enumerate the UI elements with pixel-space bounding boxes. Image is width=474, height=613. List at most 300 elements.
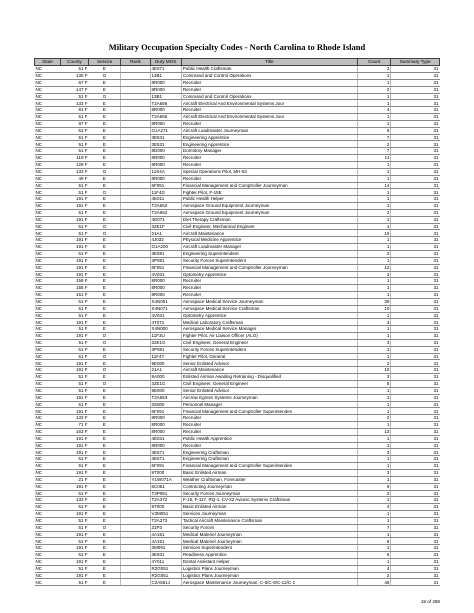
cell-service: E xyxy=(88,483,120,490)
cell-service: O xyxy=(88,367,120,374)
cell-state: NC xyxy=(35,333,61,340)
cell-duty-mos: 21A1 xyxy=(150,367,181,374)
cell-duty-mos: 8R000 xyxy=(150,107,181,114)
cell-duty-mos: 9E000 xyxy=(150,360,181,367)
cell-rank xyxy=(121,476,150,483)
cell-county: 51 F xyxy=(60,565,88,572)
cell-county: 191 F xyxy=(60,237,88,244)
cell-title: Dental Assistant Helper xyxy=(181,558,357,565)
cell-service: E xyxy=(88,114,120,121)
table-row xyxy=(35,66,440,73)
cell-count: 1 xyxy=(357,558,390,565)
cell-county: 51 F xyxy=(60,148,88,155)
cell-duty-mos: 6C051 xyxy=(150,483,181,490)
cell-service: E xyxy=(88,237,120,244)
cell-county: 51 F xyxy=(60,312,88,319)
cell-summary-type: 31 xyxy=(391,579,440,586)
table-row xyxy=(35,565,440,572)
cell-county: 51 F xyxy=(60,538,88,545)
cell-service: E xyxy=(88,387,120,394)
cell-rank xyxy=(121,292,150,299)
cell-service: E xyxy=(88,579,120,586)
cell-state: NC xyxy=(35,271,61,278)
cell-count: 1 xyxy=(357,312,390,319)
table-row xyxy=(35,155,440,162)
cell-title: Recruiter xyxy=(181,428,357,435)
table-row xyxy=(35,449,440,456)
cell-summary-type: 31 xyxy=(391,189,440,196)
cell-summary-type: 31 xyxy=(391,175,440,182)
cell-service: O xyxy=(88,223,120,230)
cell-duty-mos: T2A653 xyxy=(150,394,181,401)
cell-state: NC xyxy=(35,244,61,251)
cell-rank xyxy=(121,333,150,340)
cell-summary-type: 31 xyxy=(391,346,440,353)
cell-duty-mos: T2A656 xyxy=(150,100,181,107)
cell-state: NC xyxy=(35,182,61,189)
table-row xyxy=(35,339,440,346)
cell-duty-mos: T3P051 xyxy=(150,490,181,497)
cell-summary-type: 31 xyxy=(391,100,440,107)
cell-rank xyxy=(121,141,150,148)
cell-summary-type: 31 xyxy=(391,257,440,264)
column-header-service[interactable]: Service xyxy=(88,59,120,66)
cell-county: 191 F xyxy=(60,394,88,401)
cell-state: NC xyxy=(35,552,61,559)
cell-rank xyxy=(121,66,150,73)
table-row xyxy=(35,257,440,264)
cell-title: Engineering Craftsman xyxy=(181,449,357,456)
cell-rank xyxy=(121,278,150,285)
cell-title: Engineering Superintendent xyxy=(181,250,357,257)
cell-rank xyxy=(121,312,150,319)
cell-duty-mos: 6F051 xyxy=(150,264,181,271)
cell-summary-type: 31 xyxy=(391,422,440,429)
cell-service: E xyxy=(88,558,120,565)
cell-count: 7 xyxy=(357,524,390,531)
cell-county: 51 F xyxy=(60,401,88,408)
cell-count: 2 xyxy=(357,572,390,579)
cell-count: 1 xyxy=(357,545,390,552)
cell-state: NC xyxy=(35,209,61,216)
cell-rank xyxy=(121,394,150,401)
cell-summary-type: 31 xyxy=(391,333,440,340)
cell-state: NC xyxy=(35,415,61,422)
cell-duty-mos: 8R000 xyxy=(150,415,181,422)
cell-state: NC xyxy=(35,250,61,257)
cell-duty-mos: 8R000 xyxy=(150,120,181,127)
cell-county: 133 F xyxy=(60,415,88,422)
cell-title: Services Superintendent xyxy=(181,545,357,552)
cell-duty-mos: 4A151 xyxy=(150,531,181,538)
cell-duty-mos: 13B1 xyxy=(150,73,181,80)
cell-service: O xyxy=(88,189,120,196)
column-header-state[interactable]: State xyxy=(35,59,61,66)
cell-title: Physical Medicine Apprentice xyxy=(181,237,357,244)
cell-title: Medical Laboratory Craftsman xyxy=(181,319,357,326)
cell-county: 51 F xyxy=(60,339,88,346)
cell-count: 1 xyxy=(357,531,390,538)
cell-service: E xyxy=(88,292,120,299)
cell-state: NC xyxy=(35,155,61,162)
table-row xyxy=(35,572,440,579)
cell-county: 119 F xyxy=(60,155,88,162)
cell-rank xyxy=(121,285,150,292)
cell-summary-type: 31 xyxy=(391,374,440,381)
cell-service: E xyxy=(88,244,120,251)
cell-state: NC xyxy=(35,264,61,271)
cell-county: 51 F xyxy=(60,305,88,312)
cell-summary-type: 31 xyxy=(391,435,440,442)
cell-service: E xyxy=(88,155,120,162)
cell-title: Recruiter xyxy=(181,120,357,127)
cell-state: NC xyxy=(35,107,61,114)
table-row xyxy=(35,490,440,497)
table-row xyxy=(35,531,440,538)
cell-rank xyxy=(121,79,150,86)
cell-county: 87 F xyxy=(60,120,88,127)
cell-service: O xyxy=(88,381,120,388)
cell-rank xyxy=(121,203,150,210)
table-row xyxy=(35,100,440,107)
cell-service: E xyxy=(88,120,120,127)
cell-rank xyxy=(121,497,150,504)
cell-rank xyxy=(121,257,150,264)
cell-rank xyxy=(121,196,150,203)
cell-duty-mos: T2A373 xyxy=(150,517,181,524)
table-row xyxy=(35,463,440,470)
cell-state: NC xyxy=(35,127,61,134)
cell-summary-type: 31 xyxy=(391,86,440,93)
column-header-count[interactable]: Count xyxy=(357,59,390,66)
cell-state: NC xyxy=(35,346,61,353)
table-row xyxy=(35,278,440,285)
cell-title: Aerospace Medical Service Manager xyxy=(181,326,357,333)
cell-summary-type: 31 xyxy=(391,79,440,86)
cell-state: NC xyxy=(35,66,61,73)
cell-count: 2 xyxy=(357,490,390,497)
cell-count: 1 xyxy=(357,387,390,394)
cell-title: Recruiter xyxy=(181,79,357,86)
table-row xyxy=(35,476,440,483)
cell-county: 51 F xyxy=(60,517,88,524)
cell-state: NC xyxy=(35,100,61,107)
cell-summary-type: 31 xyxy=(391,182,440,189)
column-header-rank[interactable]: Rank xyxy=(121,59,150,66)
cell-state: NC xyxy=(35,148,61,155)
table-row xyxy=(35,196,440,203)
cell-count: 2 xyxy=(357,250,390,257)
table-row xyxy=(35,292,440,299)
cell-title: Recruiter xyxy=(181,155,357,162)
cell-summary-type: 31 xyxy=(391,339,440,346)
cell-title: Recruiter xyxy=(181,107,357,114)
cell-count: 1 xyxy=(357,120,390,127)
cell-summary-type: 31 xyxy=(391,531,440,538)
cell-summary-type: 31 xyxy=(391,141,440,148)
cell-county: 151 F xyxy=(60,292,88,299)
table-row xyxy=(35,326,440,333)
cell-rank xyxy=(121,442,150,449)
cell-count: 1 xyxy=(357,326,390,333)
cell-summary-type: 31 xyxy=(391,244,440,251)
cell-summary-type: 31 xyxy=(391,162,440,169)
cell-service: E xyxy=(88,79,120,86)
cell-state: NC xyxy=(35,319,61,326)
cell-county: 159 F xyxy=(60,278,88,285)
cell-rank xyxy=(121,182,150,189)
cell-state: NC xyxy=(35,449,61,456)
cell-rank xyxy=(121,223,150,230)
cell-county: 21 F xyxy=(60,476,88,483)
cell-count: 3 xyxy=(357,469,390,476)
cell-duty-mos: 3E931 xyxy=(150,552,181,559)
cell-service: E xyxy=(88,394,120,401)
cell-summary-type: 31 xyxy=(391,511,440,518)
table-row xyxy=(35,114,440,121)
cell-county: 51 F xyxy=(60,223,88,230)
cell-summary-type: 31 xyxy=(391,134,440,141)
cell-summary-type: 31 xyxy=(391,387,440,394)
table-row xyxy=(35,141,440,148)
cell-state: NC xyxy=(35,394,61,401)
cell-duty-mos: 8R000 xyxy=(150,285,181,292)
cell-state: NC xyxy=(35,435,61,442)
cell-title: Aerospace Ground Equipment Journeyman xyxy=(181,203,357,210)
cell-count: 2 xyxy=(357,415,390,422)
column-header-title[interactable]: Title xyxy=(181,59,357,66)
cell-county: 51 F xyxy=(60,209,88,216)
column-header-summary-type[interactable]: Summary Type xyxy=(391,59,440,66)
cell-duty-mos: 8R000 xyxy=(150,86,181,93)
cell-duty-mos: 6F091 xyxy=(150,463,181,470)
cell-title: F-15, F-117, RQ-1, CV-22 Avionic Systems Craftsman xyxy=(181,497,357,504)
cell-county: 191 F xyxy=(60,360,88,367)
cell-service: E xyxy=(88,298,120,305)
cell-count: 3 xyxy=(357,449,390,456)
cell-summary-type: 31 xyxy=(391,107,440,114)
cell-state: NC xyxy=(35,79,61,86)
cell-duty-mos: V3M051 xyxy=(150,511,181,518)
cell-state: NC xyxy=(35,305,61,312)
cell-title: Recruiter xyxy=(181,422,357,429)
cell-state: NC xyxy=(35,114,61,121)
cell-duty-mos: 8R000 xyxy=(150,155,181,162)
cell-county: 51 F xyxy=(60,114,88,121)
cell-summary-type: 31 xyxy=(391,66,440,73)
cell-rank xyxy=(121,428,150,435)
cell-state: NC xyxy=(35,353,61,360)
cell-summary-type: 31 xyxy=(391,415,440,422)
cell-state: NC xyxy=(35,456,61,463)
cell-service: E xyxy=(88,374,120,381)
cell-rank xyxy=(121,127,150,134)
cell-count: 8 xyxy=(357,538,390,545)
cell-count: 1 xyxy=(357,189,390,196)
table-row xyxy=(35,79,440,86)
cell-rank xyxy=(121,353,150,360)
cell-service: E xyxy=(88,463,120,470)
cell-service: O xyxy=(88,168,120,175)
cell-count: 1 xyxy=(357,114,390,121)
cell-state: NC xyxy=(35,517,61,524)
cell-county: 191 F xyxy=(60,319,88,326)
table-row xyxy=(35,333,440,340)
cell-county: 129 F xyxy=(60,162,88,169)
cell-service: E xyxy=(88,134,120,141)
cell-state: NC xyxy=(35,230,61,237)
table-row xyxy=(35,394,440,401)
cell-summary-type: 31 xyxy=(391,326,440,333)
cell-title: Security Forces Superintendent xyxy=(181,257,357,264)
cell-count: 1 xyxy=(357,168,390,175)
cell-count: 2 xyxy=(357,86,390,93)
page-title: Military Occupation Specialty Codes - North Carolina to Rhode Island xyxy=(108,42,366,52)
cell-service: E xyxy=(88,538,120,545)
cell-duty-mos: 4E071 xyxy=(150,66,181,73)
table-row xyxy=(35,305,440,312)
cell-county: 155 F xyxy=(60,285,88,292)
cell-count: 10 xyxy=(357,367,390,374)
cell-rank xyxy=(121,401,150,408)
cell-service: E xyxy=(88,182,120,189)
cell-county: 67 F xyxy=(60,79,88,86)
cell-county: 51 F xyxy=(60,504,88,511)
cell-summary-type: 31 xyxy=(391,312,440,319)
table-row xyxy=(35,127,440,134)
cell-service: E xyxy=(88,86,120,93)
table-row xyxy=(35,203,440,210)
cell-state: NC xyxy=(35,463,61,470)
table-row xyxy=(35,285,440,292)
cell-duty-mos: 32E1F xyxy=(150,223,181,230)
table-row xyxy=(35,497,440,504)
cell-county: 51 F xyxy=(60,127,88,134)
cell-state: NC xyxy=(35,558,61,565)
cell-state: NC xyxy=(35,374,61,381)
cell-summary-type: 31 xyxy=(391,298,440,305)
cell-rank xyxy=(121,572,150,579)
table-row xyxy=(35,223,440,230)
cell-title: Financial Management and Comptroller Superintenden xyxy=(181,463,357,470)
cell-service: E xyxy=(88,504,120,511)
column-header-county[interactable]: County xyxy=(60,59,88,66)
cell-count: 1 xyxy=(357,476,390,483)
cell-service: E xyxy=(88,552,120,559)
column-header-duty-mos[interactable]: Duty MOS xyxy=(150,59,181,66)
cell-service: E xyxy=(88,175,120,182)
cell-count: 13 xyxy=(357,428,390,435)
cell-service: E xyxy=(88,490,120,497)
cell-service: E xyxy=(88,497,120,504)
cell-rank xyxy=(121,449,150,456)
cell-title: Contracting Journeyman xyxy=(181,483,357,490)
cell-title: Recruiter xyxy=(181,278,357,285)
cell-rank xyxy=(121,435,150,442)
cell-title: Security Forces Journeyman xyxy=(181,490,357,497)
cell-duty-mos: 8R000 xyxy=(150,442,181,449)
cell-state: NC xyxy=(35,497,61,504)
cell-service: E xyxy=(88,545,120,552)
cell-count: 9 xyxy=(357,127,390,134)
table-row xyxy=(35,415,440,422)
cell-title: Medical Materiel Journeyman xyxy=(181,531,357,538)
table-row xyxy=(35,469,440,476)
cell-duty-mos: 3P091 xyxy=(150,257,181,264)
cell-summary-type: 31 xyxy=(391,394,440,401)
cell-rank xyxy=(121,422,150,429)
table-row xyxy=(35,319,440,326)
cell-duty-mos: 3P091 xyxy=(150,346,181,353)
cell-rank xyxy=(121,319,150,326)
cell-county: 51 F xyxy=(60,387,88,394)
table-row xyxy=(35,422,440,429)
cell-title: Basic Enlisted Airman xyxy=(181,504,357,511)
cell-title: Aircraft Maintenance xyxy=(181,230,357,237)
cell-service: E xyxy=(88,428,120,435)
cell-summary-type: 31 xyxy=(391,278,440,285)
cell-service: E xyxy=(88,572,120,579)
cell-rank xyxy=(121,237,150,244)
cell-rank xyxy=(121,305,150,312)
cell-county: 191 F xyxy=(60,333,88,340)
cell-county: 191 F xyxy=(60,511,88,518)
cell-rank xyxy=(121,531,150,538)
cell-rank xyxy=(121,93,150,100)
cell-count: 3 xyxy=(357,271,390,278)
cell-rank xyxy=(121,107,150,114)
cell-state: NC xyxy=(35,93,61,100)
cell-title: Personnel Manager xyxy=(181,401,357,408)
cell-service: O xyxy=(88,93,120,100)
cell-rank xyxy=(121,490,150,497)
table-row xyxy=(35,442,440,449)
cell-rank xyxy=(121,524,150,531)
cell-title: Aircraft Electrical And Environmental Systems Jour xyxy=(181,100,357,107)
cell-summary-type: 31 xyxy=(391,428,440,435)
cell-county: 191 F xyxy=(60,449,88,456)
cell-summary-type: 31 xyxy=(391,476,440,483)
table-body xyxy=(35,66,440,586)
cell-service: E xyxy=(88,285,120,292)
cell-county: 49 F xyxy=(60,175,88,182)
cell-service: E xyxy=(88,408,120,415)
cell-state: NC xyxy=(35,285,61,292)
cell-duty-mos: X4N000 xyxy=(150,326,181,333)
cell-title: Aircraft Maintenance xyxy=(181,367,357,374)
cell-county: 51 F xyxy=(60,182,88,189)
cell-state: NC xyxy=(35,162,61,169)
cell-state: NC xyxy=(35,120,61,127)
cell-count: 6 xyxy=(357,552,390,559)
cell-county: 191 F xyxy=(60,469,88,476)
cell-title: Medical Materiel Journeyman xyxy=(181,538,357,545)
cell-duty-mos: 4E011 xyxy=(150,196,181,203)
cell-service: E xyxy=(88,326,120,333)
cell-rank xyxy=(121,230,150,237)
table-row xyxy=(35,538,440,545)
table-row xyxy=(35,374,440,381)
cell-rank xyxy=(121,114,150,121)
cell-rank xyxy=(121,565,150,572)
cell-state: NC xyxy=(35,490,61,497)
cell-duty-mos: 6F051 xyxy=(150,182,181,189)
cell-title: Engineering Apprentice xyxy=(181,141,357,148)
cell-duty-mos: C2A551J xyxy=(150,579,181,586)
cell-count: 1 xyxy=(357,73,390,80)
cell-county: 51 F xyxy=(60,93,88,100)
cell-county: 71 F xyxy=(60,422,88,429)
